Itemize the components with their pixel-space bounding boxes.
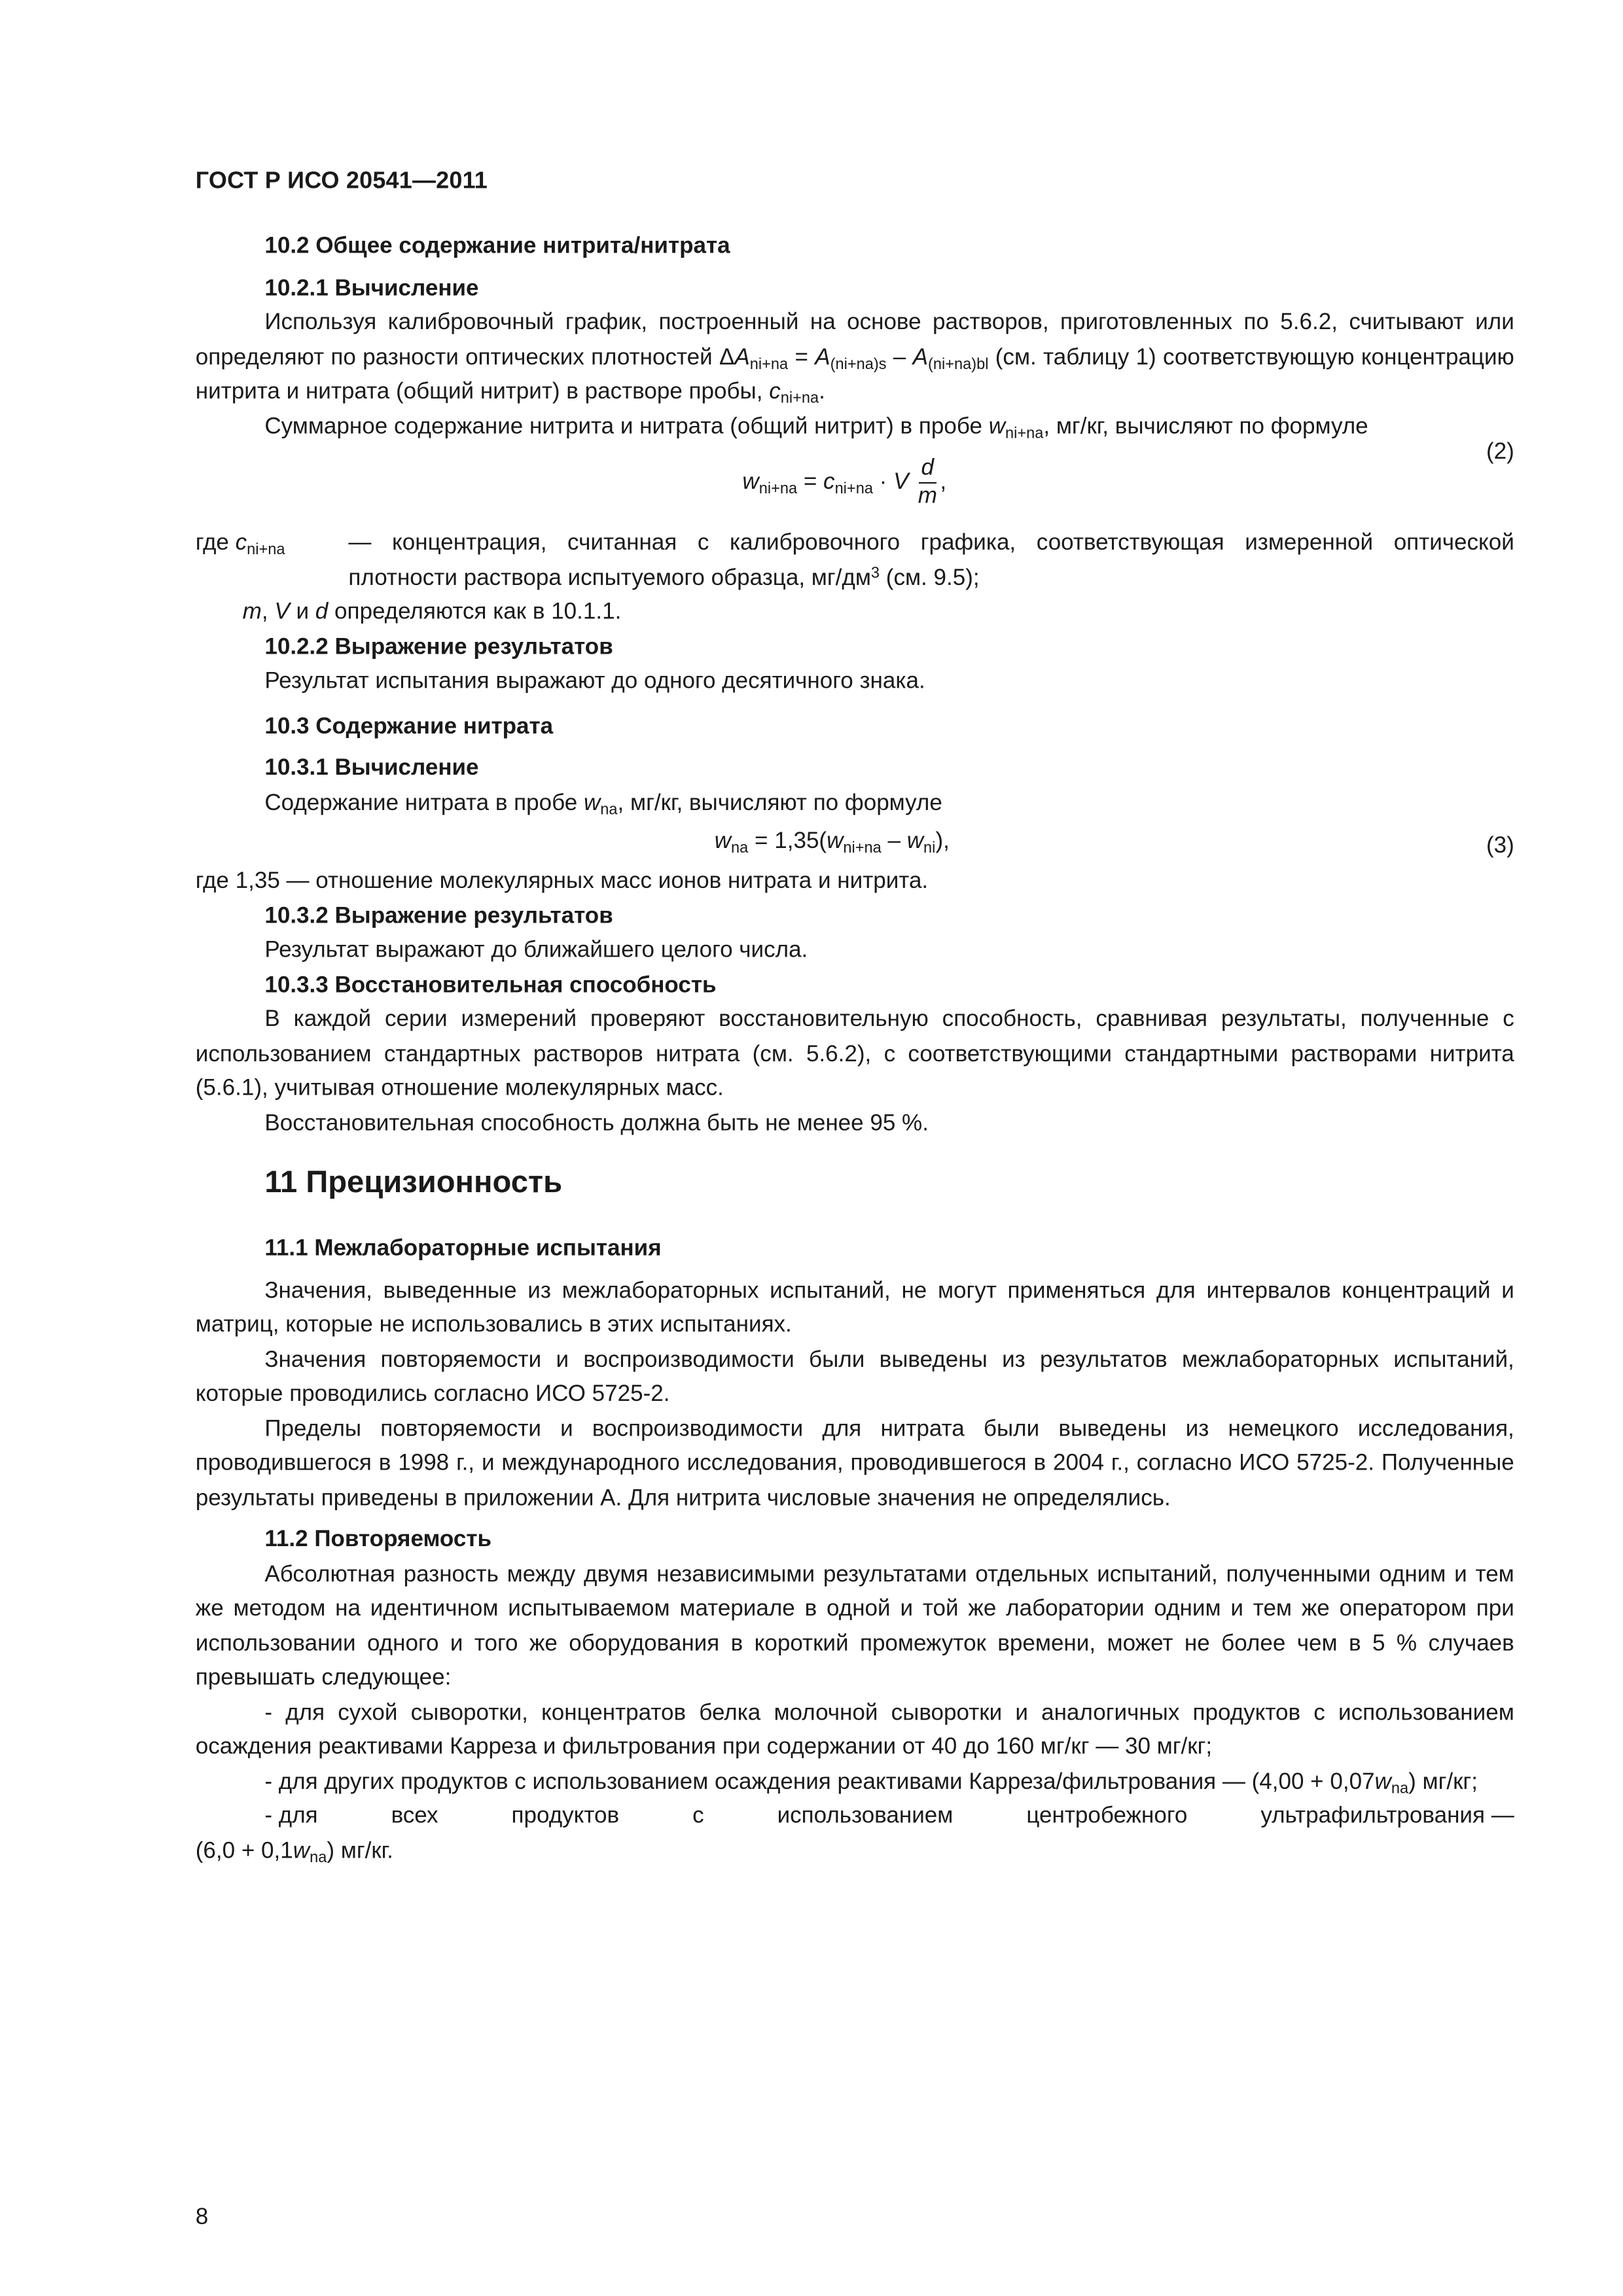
paragraph-10-2-2: Результат испытания выражают до одного десятичного знака. [264,669,925,694]
paragraph-10-3-3-a: В каждой серии измерений проверяют восстановительную способность, сравнивая результаты, полученные с использованием стандартных растворов нитрата (см. 5.6.2), с соответствующими стандартными растворами нитрита (5.6.1), учитывая отношение молекулярных масс. [195,1006,1514,1101]
section-11-title: 11 Прецизионность [264,1165,563,1200]
section-10-2-1-title: 10.2.1 Вычисление [264,275,479,301]
list-item-other-products: - для других продуктов с использованием осаждения реактивами Карреза/фильтрования — $(4,00 + 0,07w_{na})$ мг/кг; [264,1769,1478,1797]
page-number: 8 [195,2204,209,2230]
paragraph-11-1-c: Пределы повторяемости и воспроизводимости для нитрата были выведены из немецкого исследования, проводившегося в 1998 г., и международного исследования, проводившегося в 2004 г., согласно ИСО 5725-2. Полученные результаты приведены в приложении А. Для нитрита числовые значения не определялись. [195,1416,1514,1511]
document-body [196,229,1514,1868]
formula-3-number: (3) [1486,833,1514,858]
formula-2-body: $w_{ni+na} = c_{ni+na} \cdot V$ $\frac{d}{m}$ , [742,455,946,510]
list-item-dry-whey: - для сухой сыворотки, концентратов белка молочной сыворотки и аналогичных продуктов с использованием осаждения реактивами Карреза и фильтрования при содержании от 40 до 160 мг/кг — 30 мг/кг; [195,1699,1514,1759]
formula-3-body: $w_{na} = 1,35(w_{ni+na} - w_{ni})$, [714,828,950,857]
paragraph-11-2: Абсолютная разность между двумя независимыми результатами отдельных испытаний, полученными одним и тем же методом на идентичном испытываемом материале в одной и той же лаборатории одним и тем же оператором при использовании одного и того же оборудования в короткий промежуток времени, может не более чем в 5 % случаев превышать следующее: [195,1561,1514,1691]
mvd-definition: m, V и d определяются как в 10.1.1. [242,599,622,625]
document-header: ГОСТ Р ИСО 20541—2011 [195,169,488,194]
section-10-3-2-title: 10.3.2 Выражение результатов [264,903,613,928]
where-key: где $c_{ni+na}$ [195,530,285,559]
paragraph-10-2-1-total: Суммарное содержание нитрита и нитрата (общий нитрит) в пробе $w_{ni+na}$, мг/кг, вычисляют по формуле [264,414,1368,442]
formula-3 [196,820,1514,864]
list-item-all-products: - для всех продуктов с использованием центробежного ультрафильтрования — [264,1803,1514,1829]
section-10-2-title: 10.2 Общее содержание нитрита/нитрата [264,234,730,259]
where-definition: — концентрация, считанная с калибровочного графика, соответствующая измеренной оптической плотности раствора испытуемого образца, $мг/дм^3$ (см. 9.5); [348,530,1514,590]
section-10-3-title: 10.3 Содержание нитрата [264,713,554,739]
paragraph-11-1-b: Значения повторяемости и воспроизводимости были выведены из результатов межлабораторных испытаний, которые проводились согласно ИСО 5725-2. [195,1347,1514,1407]
section-10-3-1-title: 10.3.1 Вычисление [264,755,479,781]
fraction-d-over-m: $\frac{d}{m}$ [918,455,937,509]
paragraph-10-3-2: Результат выражают до ближайшего целого числа. [264,938,808,963]
paragraph-11-1-a: Значения, выведенные из межлабораторных испытаний, не могут применяться для интервалов концентраций и матриц, которые не использовались в этих испытаниях. [195,1278,1514,1338]
section-11-2-title: 11.2 Повторяемость [264,1527,492,1553]
paragraph-10-3-3-b: Восстановительная способность должна быть не менее 95 %. [264,1110,929,1136]
list-item-all-products-formula: $(6,0 + 0,1w_{na})$ мг/кг. [195,1838,393,1866]
section-11-1-title: 11.1 Межлабораторные испытания [264,1236,662,1262]
where-block-10-3: где 1,35 — отношение молекулярных масс ионов нитрата и нитрита. [195,868,929,894]
formula-2 [196,439,1514,526]
section-10-2-2-title: 10.2.2 Выражение результатов [264,634,613,660]
formula-2-number: (2) [1486,439,1514,465]
where-block-10-2 [196,526,1514,595]
section-10-3-3-title: 10.3.3 Восстановительная способность [264,972,717,998]
paragraph-10-3-1: Содержание нитрата в пробе $w_{na}$, мг/кг, вычисляют по формуле [264,790,942,819]
paragraph-10-2-1-calibration: Используя калибровочный график, построенный на основе растворов, приготовленных по 5.6.2, считывают или определяют по разности оптических плотностей $\Delta A_{ni+na} = A_{(ni+na)s} - A_{(ni+na)bl}$ (см. таблицу 1) соответствующую концентрацию нитрита и нитрата (общий нитрит) в растворе пробы, $c_{ni+na}$. [195,309,1514,408]
